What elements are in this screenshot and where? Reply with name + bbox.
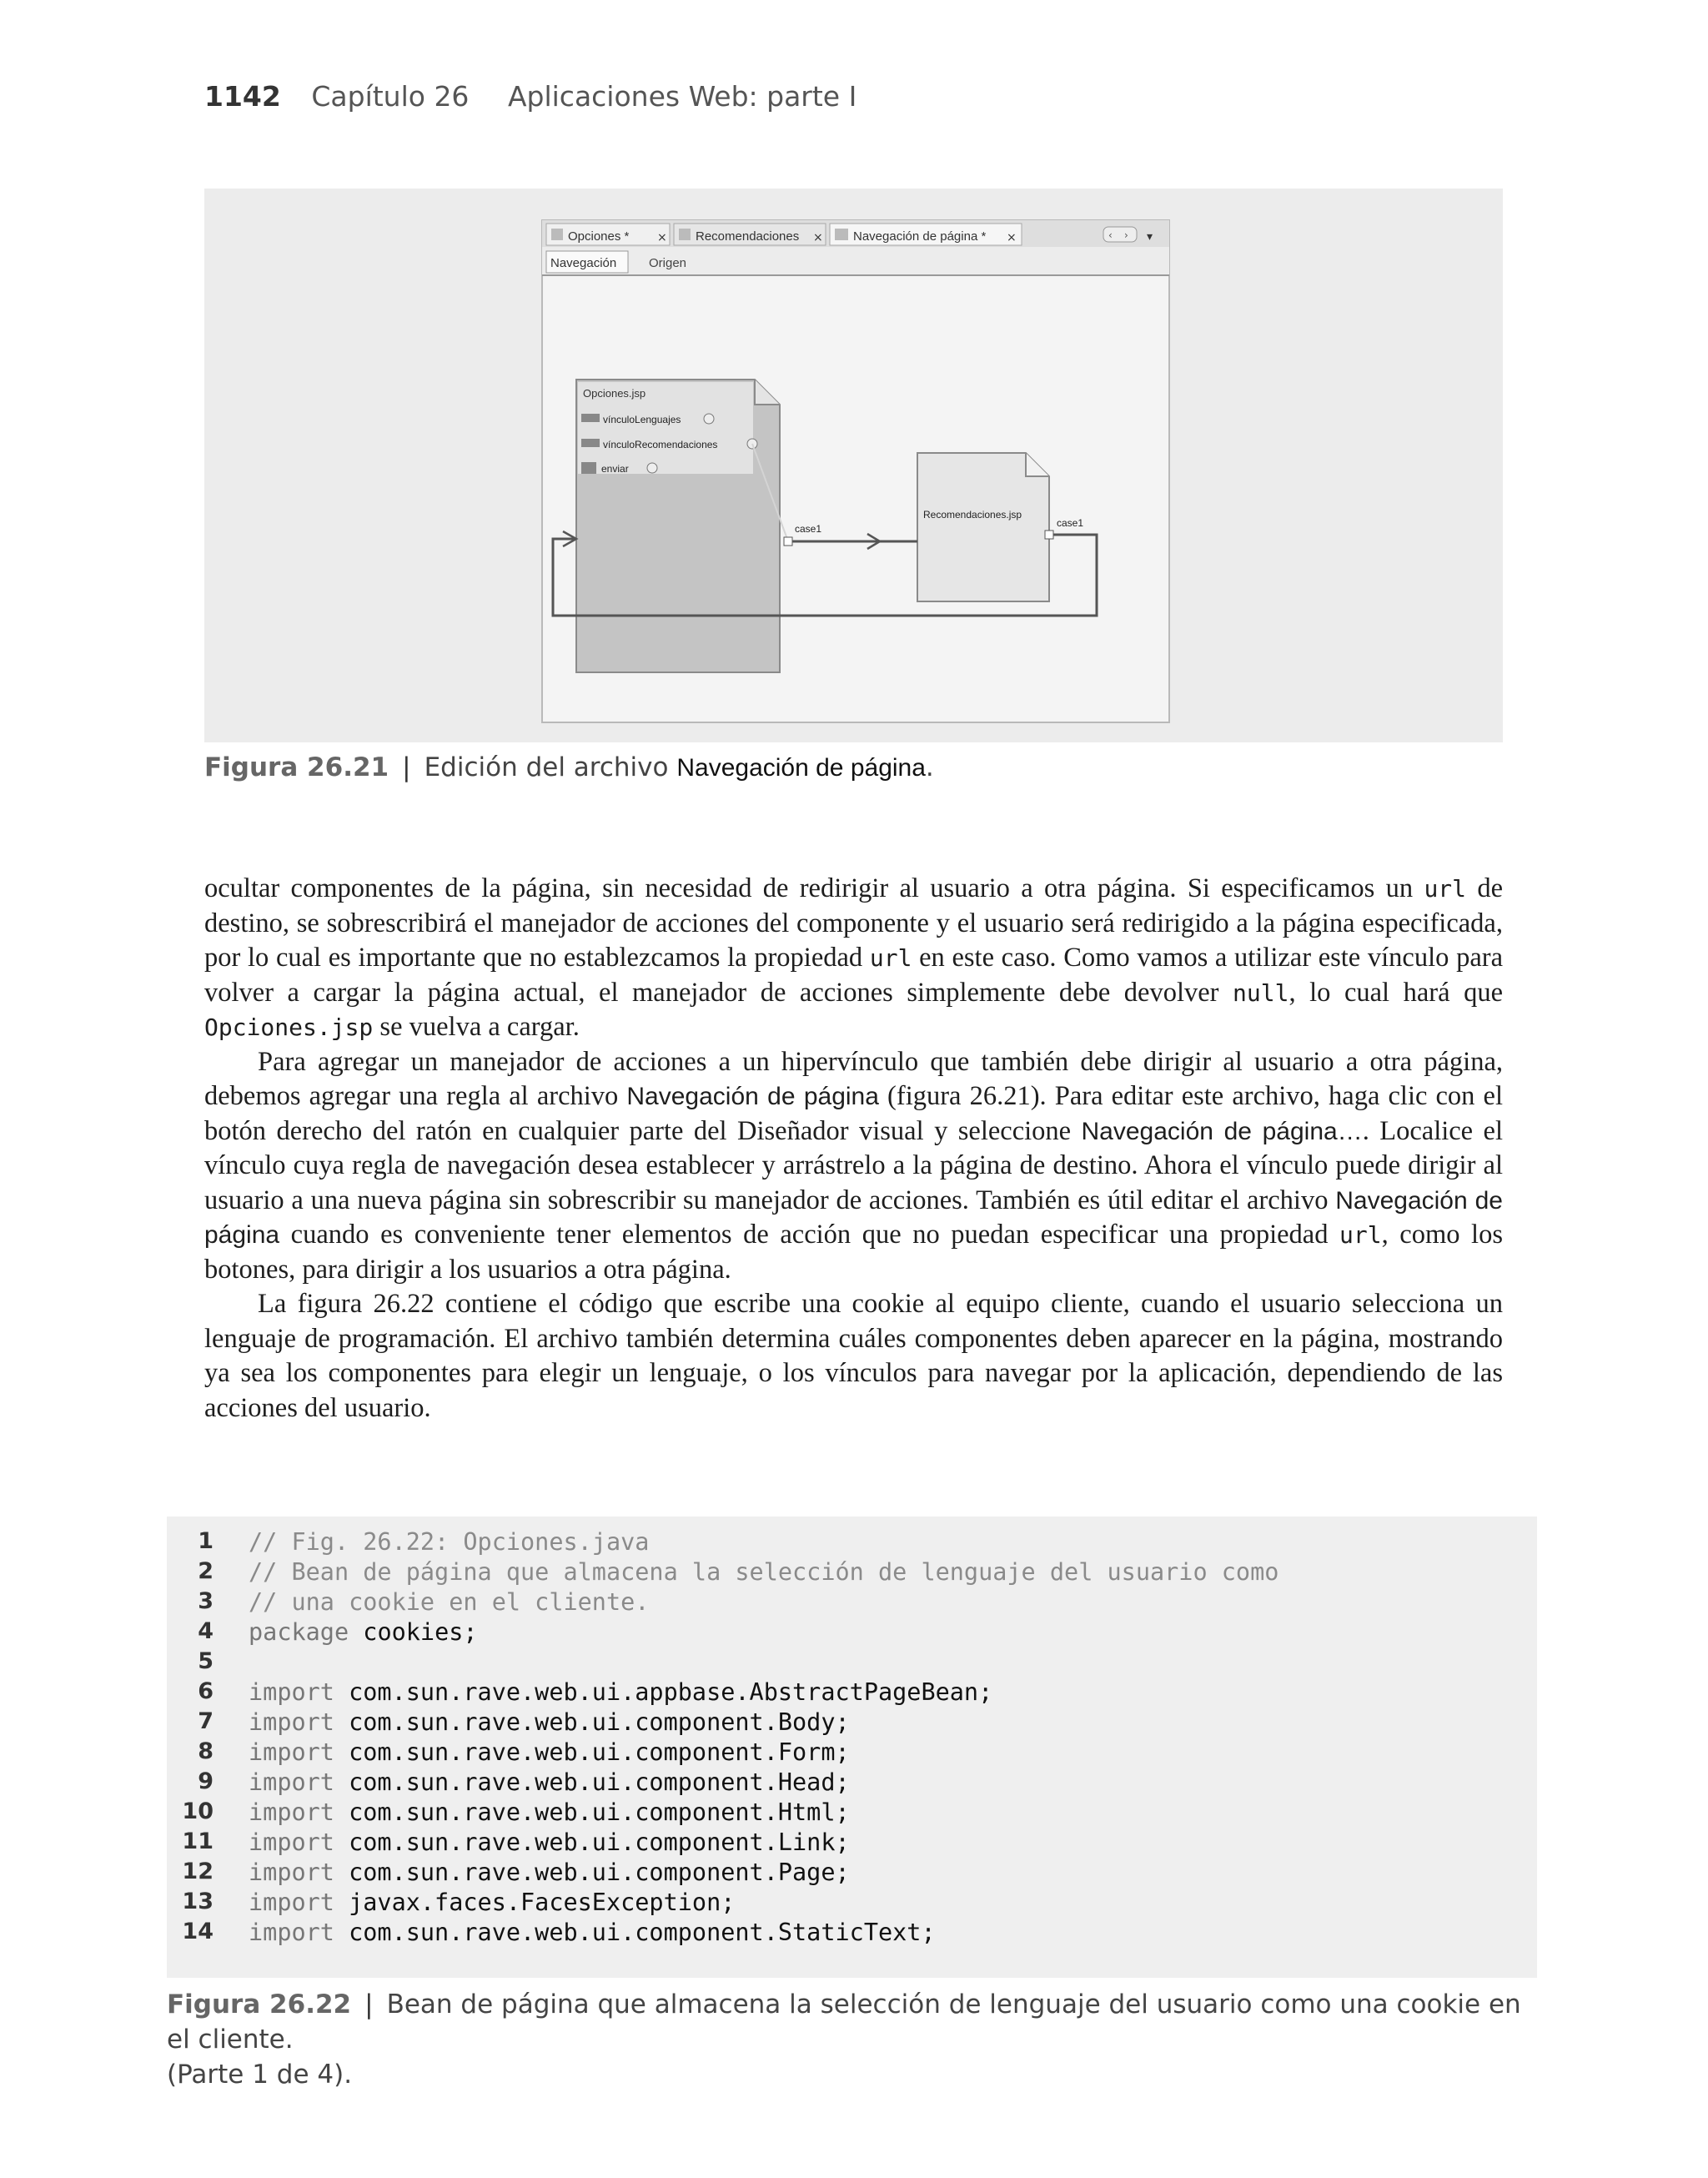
caption-ui-text: Navegación de página: [676, 754, 926, 782]
caption-part: (Parte 1 de 4).: [167, 2060, 353, 2090]
page-node-opciones[interactable]: [576, 380, 780, 672]
tab-label: Opciones *: [568, 229, 630, 244]
line-number: 12: [182, 1859, 214, 1884]
chevron-left-icon[interactable]: ‹: [1108, 229, 1113, 241]
code-line: [167, 1919, 1537, 1949]
button-label: enviar: [601, 463, 629, 475]
line-number: 2: [198, 1558, 214, 1584]
chapter-label: Capítulo 26: [311, 80, 470, 113]
figure-caption: [204, 752, 934, 782]
code-term: url: [1339, 1221, 1382, 1249]
link-label: vínculoLenguajes: [603, 414, 681, 425]
line-number: 11: [182, 1828, 214, 1854]
paragraph: [204, 1045, 1503, 1288]
code-line: [167, 1828, 1537, 1859]
code-line: [167, 1708, 1537, 1738]
caption-separator: |: [364, 1989, 374, 2020]
text-run: (figura 26.21). Para editar este archivo, haga clic con el botón derecho del ratón en cualquier parte del Diseñador visual y seleccione: [204, 1081, 1503, 1146]
page-icon: [551, 229, 563, 240]
line-number: 3: [198, 1588, 214, 1614]
code-text: com.sun.rave.web.ui.component.Form;: [349, 1738, 850, 1766]
page-title: Recomendaciones.jsp: [923, 509, 1022, 521]
ui-term: Navegación de página: [204, 1186, 1503, 1249]
edge-label: case1: [795, 523, 822, 535]
close-icon[interactable]: ×: [1007, 231, 1017, 244]
code-line: [167, 1678, 1537, 1708]
tab-navegacion[interactable]: [830, 224, 1022, 245]
code-line: [167, 1588, 1537, 1618]
paragraph: [204, 872, 1503, 1045]
page-node-recomendaciones[interactable]: [917, 453, 1049, 601]
ui-term: Navegación de página: [626, 1083, 879, 1110]
line-number: 7: [198, 1708, 214, 1734]
figure-caption: [167, 1987, 1543, 2092]
code-text: javax.faces.FacesException;: [349, 1889, 736, 1916]
figure-26-21: [204, 189, 1503, 742]
code-keyword: import: [249, 1708, 349, 1736]
code-text: com.sun.rave.web.ui.appbase.AbstractPageBean;: [349, 1678, 993, 1706]
code-line: [167, 1648, 1537, 1678]
code-term: url: [1424, 875, 1467, 903]
code-text: com.sun.rave.web.ui.component.Body;: [349, 1708, 850, 1736]
link-label: vínculoRecomendaciones: [603, 439, 718, 450]
link-icon: [581, 439, 600, 447]
text-run: cuando es conveniente tener elementos de acción que no puedan especificar una propiedad: [279, 1220, 1340, 1250]
code-line: [167, 1768, 1537, 1798]
text-run: , como los botones, para dirigir a los usuarios a otra página.: [204, 1220, 1503, 1285]
line-number: 10: [182, 1798, 214, 1824]
code-line: [167, 1558, 1537, 1588]
text-run: , lo cual hará que: [1289, 977, 1503, 1008]
figure-label: Figura 26.21: [204, 752, 389, 782]
caption-end: .: [925, 752, 934, 782]
subtab-navegacion[interactable]: [546, 251, 628, 273]
line-number: 6: [198, 1678, 214, 1704]
code-text: com.sun.rave.web.ui.component.Page;: [349, 1859, 850, 1886]
code-text: com.sun.rave.web.ui.component.Head;: [349, 1768, 850, 1796]
line-number: 1: [198, 1528, 214, 1554]
code-text: com.sun.rave.web.ui.component.Link;: [349, 1828, 850, 1856]
code-comment: // Bean de página que almacena la selección de lenguaje del usuario como: [249, 1558, 1279, 1586]
text-run: . Localice el vínculo cuya regla de navegación desea establecer y arrástrelo a la página de destino. Ahora el vínculo puede dirigir al usuario a una nueva página sin sobrescribir su manejador de acciones. También es útil editar el archivo: [204, 1115, 1503, 1215]
code-line: [167, 1618, 1537, 1648]
tab-label: Navegación de página *: [853, 229, 987, 244]
code-keyword: import: [249, 1798, 349, 1826]
subtab-label: Navegación: [550, 256, 617, 270]
close-icon[interactable]: ×: [813, 231, 823, 244]
code-keyword: import: [249, 1859, 349, 1886]
connector-handle[interactable]: [647, 463, 657, 473]
tab-opciones[interactable]: [546, 224, 670, 245]
figure-label: Figura 26.22: [167, 1989, 352, 2020]
page-title: Opciones.jsp: [583, 387, 646, 400]
line-number: 13: [182, 1889, 214, 1914]
code-line: [167, 1889, 1537, 1919]
code-keyword: import: [249, 1889, 349, 1916]
connector-handle[interactable]: [784, 537, 792, 546]
line-number: 5: [198, 1648, 214, 1674]
line-number: 4: [198, 1618, 214, 1644]
text-run: de destino, se sobrescribirá el manejador de acciones del componente y el usuario será redirigido a la página especificada, por lo cual es importante que no establezcamos la propiedad: [204, 873, 1503, 973]
text-run: Para agregar un manejador de acciones a un hipervínculo que también debe dirigir al usuario a otra página, debemos agregar una regla al archivo: [204, 1046, 1503, 1111]
code-comment: // Fig. 26.22: Opciones.java: [249, 1528, 650, 1556]
caption-separator: |: [402, 752, 411, 782]
page-icon: [679, 229, 691, 240]
code-line: [167, 1798, 1537, 1828]
tab-scroll-arrows[interactable]: [1103, 227, 1137, 242]
code-line: [167, 1528, 1537, 1558]
subtab-origen[interactable]: Origen: [649, 256, 687, 270]
text-run: se vuelva a cargar.: [373, 1012, 580, 1042]
ui-term: Navegación de página…: [1081, 1117, 1363, 1145]
navigation-editor-screenshot: [204, 189, 1503, 742]
edge-label: case1: [1057, 517, 1084, 529]
link-icon: [581, 414, 600, 422]
tab-recomendaciones[interactable]: [674, 224, 826, 245]
line-number: 8: [198, 1738, 214, 1764]
navigation-icon: [835, 229, 848, 240]
line-number: 9: [198, 1768, 214, 1794]
running-head: [204, 80, 857, 113]
code-keyword: import: [249, 1738, 349, 1766]
code-term: null: [1233, 978, 1289, 1007]
connector-handle[interactable]: [704, 414, 714, 424]
code-keyword: import: [249, 1919, 349, 1946]
code-keyword: import: [249, 1828, 349, 1856]
close-icon[interactable]: ×: [657, 231, 667, 244]
code-term: Opciones.jsp: [204, 1014, 374, 1041]
code-text: cookies;: [363, 1618, 478, 1646]
paragraph: La figura 26.22 contiene el código que escribe una cookie al equipo cliente, cuando el usuario selecciona un lenguaje de programación. El archivo también determina cuáles componentes deben aparecer en la página, mostrando ya sea los componentes para elegir un lenguaje, o los vínculos para navegar por la aplicación, dependiendo de las acciones del usuario.: [204, 1289, 1503, 1423]
caption-text: Bean de página que almacena la selección de lenguaje del usuario como una cookie en el cliente.: [167, 1989, 1521, 2055]
button-icon: [581, 462, 596, 474]
chevron-right-icon[interactable]: ›: [1124, 229, 1128, 241]
chapter-title: Aplicaciones Web: parte I: [507, 80, 857, 113]
connector-handle[interactable]: [1045, 531, 1053, 539]
code-comment: // una cookie en el cliente.: [249, 1588, 650, 1616]
tab-label: Recomendaciones: [696, 229, 800, 244]
code-line: [167, 1738, 1537, 1768]
page-number: 1142: [204, 80, 281, 113]
line-number: 14: [182, 1919, 214, 1944]
caption-text: Edición del archivo: [424, 752, 669, 782]
code-line: [167, 1859, 1537, 1889]
code-keyword: import: [249, 1768, 349, 1796]
code-text: com.sun.rave.web.ui.component.StaticText;: [349, 1919, 936, 1946]
code-text: com.sun.rave.web.ui.component.Html;: [349, 1798, 850, 1826]
dropdown-icon[interactable]: ▾: [1147, 230, 1153, 244]
text-run: en este caso. Como vamos a utilizar este vínculo para volver a cargar la página actual, el manejador de acciones simplemente debe devolver: [204, 943, 1503, 1008]
text-run: ocultar componentes de la página, sin necesidad de redirigir al usuario a otra página. Si especificamos un: [204, 873, 1424, 903]
code-term: url: [869, 944, 912, 972]
code-keyword: package: [249, 1618, 364, 1646]
body-text: [204, 872, 1503, 1426]
code-listing: [167, 1517, 1537, 1978]
code-keyword: import: [249, 1678, 349, 1706]
